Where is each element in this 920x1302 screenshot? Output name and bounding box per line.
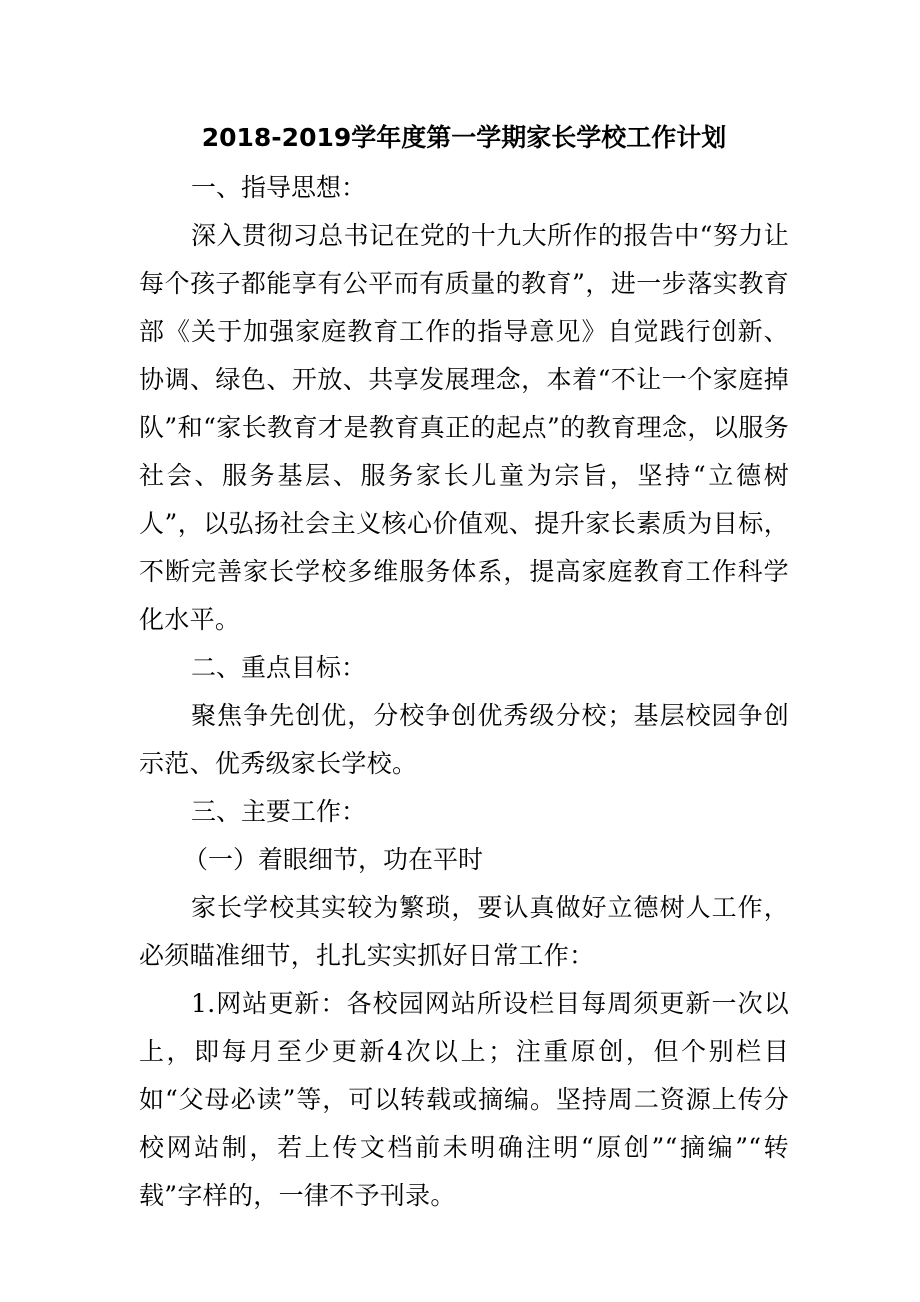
paragraph-details-intro: 家长学校其实较为繁琐，要认真做好立德树人工作，必须瞄准细节，扎扎实实抓好日常工作： bbox=[139, 893, 789, 970]
section-heading-key-goals: 二、重点目标： bbox=[191, 653, 367, 682]
paragraph-key-goals: 聚焦争先创优，分校争创优秀级分校；基层校园争创示范、优秀级家长学校。 bbox=[139, 701, 789, 778]
section-heading-main-work: 三、主要工作： bbox=[191, 797, 367, 826]
paragraph-website-update: 1.网站更新：各校园网站所设栏目每周须更新一次以上，即每月至少更新4次以上；注重原创，但个别栏目如“父母必读”等，可以转载或摘编。坚持周二资源上传分校网站制，若上传文档前未明确注明“原创”“摘编”“转载”字样的，一律不予刊录。 bbox=[139, 989, 789, 1210]
document-title: 2018-2019学年度第一学期家长学校工作计划 bbox=[201, 123, 727, 152]
paragraph-guiding-ideology: 深入贯彻习总书记在党的十九大所作的报告中“努力让每个孩子都能享有公平而有质量的教育”，进一步落实教育部《关于加强家庭教育工作的指导意见》自觉践行创新、协调、绿色、开放、共享发展理念，本着“不让一个家庭掉队”和“家长教育才是教育真正的起点”的教育理念，以服务社会、服务基层、服务家长儿童为宗旨，坚持“立德树人”，以弘扬社会主义核心价值观、提升家长素质为目标，不断完善家长学校多维服务体系，提高家庭教育工作科学化水平。 bbox=[139, 221, 789, 634]
subsection-heading-details: （一）着眼细节，功在平时 bbox=[183, 845, 484, 874]
document-body bbox=[139, 118, 789, 1220]
section-heading-guiding-ideology: 一、指导思想： bbox=[191, 173, 367, 202]
